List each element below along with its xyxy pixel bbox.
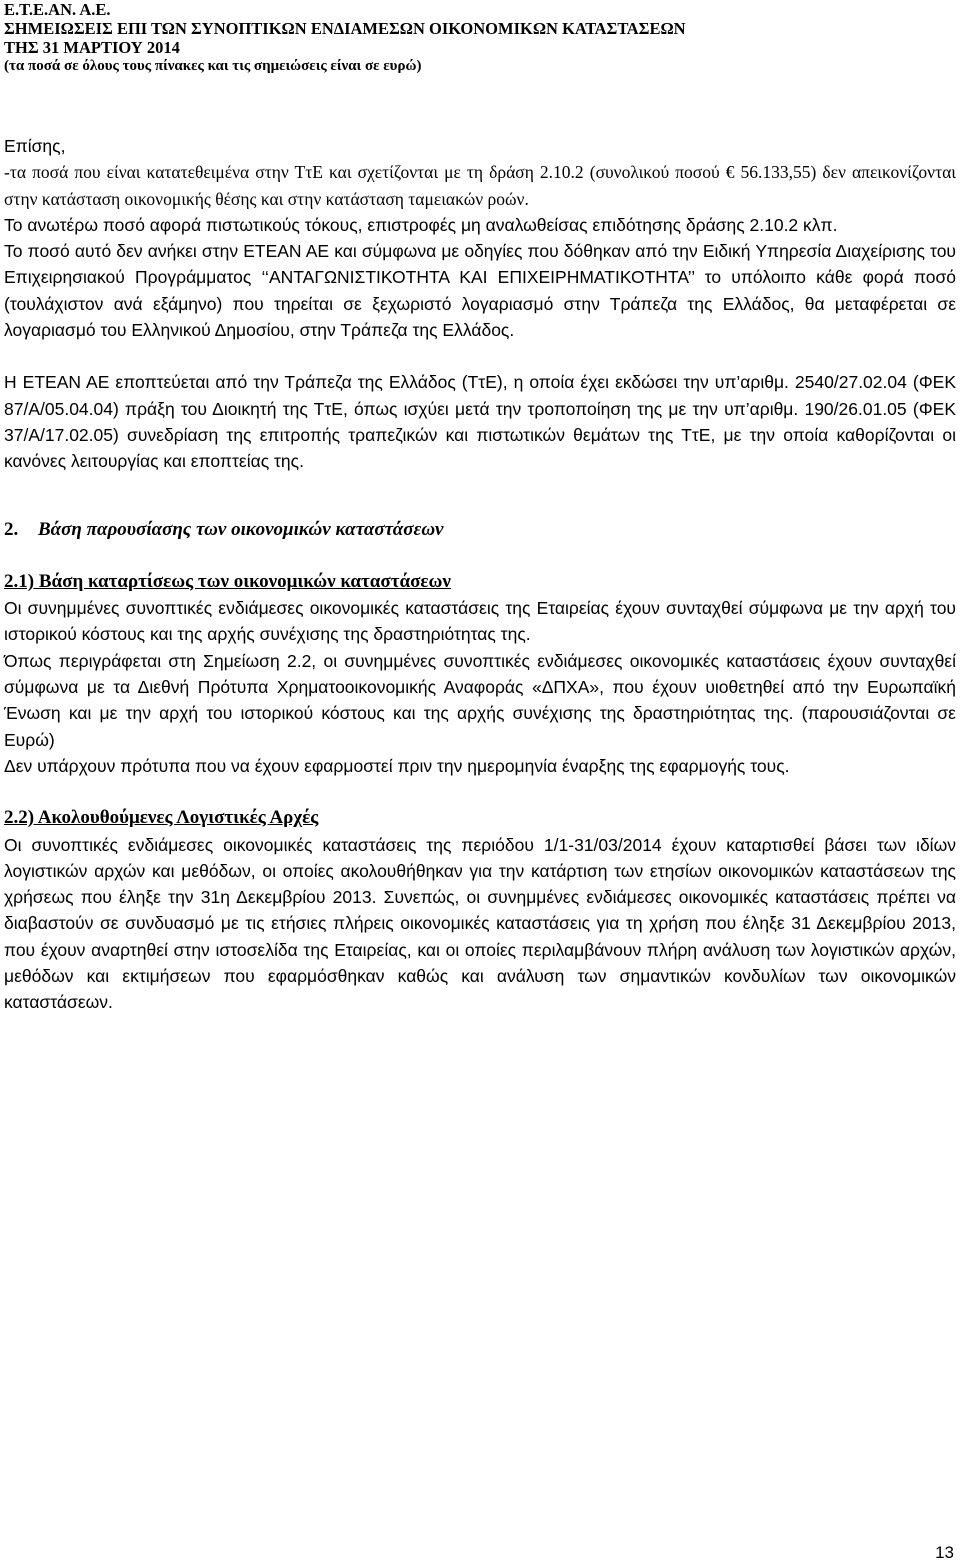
deposits-paragraph: -τα ποσά που είναι κατατεθειμένα στην ΤτΕ και σχετίζονται με τη δράση 2.10.2 (συνολικού ποσού € 56.133,55) δεν απεικονίζονται στην κατάσταση οικονομικής θέσης και στην κατάσταση ταμειακών ροών. bbox=[4, 162, 956, 209]
header-date: ΤΗΣ 31 ΜΑΡΤΙΟΥ 2014 bbox=[4, 38, 180, 57]
section-2-1-heading: 2.1) Βάση καταρτίσεως των οικονομικών καταστάσεων bbox=[4, 570, 451, 592]
page-header bbox=[4, 0, 944, 76]
section-2-1-paragraph-1: Οι συνημμένες συνοπτικές ενδιάμεσες οικονομικές καταστάσεις της Εταιρείας έχουν συνταχθεί σύμφωνα με την αρχή του ιστορικού κόστους και της αρχής συνέχισης της δραστηριότητας της. bbox=[4, 598, 956, 645]
section-2-title: Βάση παρουσίασης των οικονομικών καταστάσεων bbox=[38, 518, 444, 540]
supervision-paragraph: Η ΕΤΕΑΝ ΑΕ εποπτεύεται από την Τράπεζα της Ελλάδος (ΤτΕ), η οποία έχει εκδώσει την υπ’αριθμ. 2540/27.02.04 (ΦΕΚ 87/Α/05.04.04) πράξη του Διοικητή της ΤτΕ, όπως ισχύει μετά την τροποποίηση της με την υπ’αριθμ. 190/26.01.05 (ΦΕΚ 37/Α/17.02.05) συνεδρίαση της επιτροπής τραπεζικών και πιστωτικών θεμάτων της ΤτΕ, με την οποία καθορίζονται οι κανόνες λειτουργίας και εποπτείας της. bbox=[4, 372, 956, 472]
intro-paragraph: Επίσης, bbox=[4, 136, 66, 156]
section-2-2-heading: 2.2) Ακολουθούμενες Λογιστικές Αρχές bbox=[4, 807, 319, 829]
page-number: 13 bbox=[935, 1543, 954, 1562]
header-company: Ε.Τ.Ε.ΑΝ. Α.Ε. bbox=[4, 0, 111, 19]
header-note: (τα ποσά σε όλους τους πίνακες και τις σημειώσεις είναι σε ευρώ) bbox=[4, 58, 422, 74]
ownership-paragraph: Το ποσό αυτό δεν ανήκει στην ΕΤΕΑΝ ΑΕ και σύμφωνα με οδηγίες που δόθηκαν από την Ειδική Υπηρεσία Διαχείρισης του Επιχειρησιακού Προγράμματος ‘‘ΑΝΤΑΓΩΝΙΣΤΙΚΟΤΗΤΑ ΚΑΙ ΕΠΙΧΕΙΡΗΜΑΤΙΚΟΤΗΤΑ’’ το υπόλοιπο κάθε φορά ποσό (τουλάχιστον ανά εξάμηνο) που τηρείται σε ξεχωριστό λογαριασμό στην Τράπεζα της Ελλάδος, θα μεταφέρεται σε λογαριασμό του Ελληνικού Δημοσίου, στην Τράπεζα της Ελλάδος. bbox=[4, 241, 956, 341]
section-2-2-paragraph-1: Οι συνοπτικές ενδιάμεσες οικονομικές καταστάσεις της περιόδου 1/1-31/03/2014 έχουν καταρτισθεί βάσει των ιδίων λογιστικών αρχών και μεθόδων, οι οποίες ακολουθήθηκαν για την κατάρτιση των ετησίων οικονομικών καταστάσεων της χρήσεως που έληξε την 31η Δεκεμβρίου 2013. Συνεπώς, οι συνημμένες ενδιάμεσες οικονομικές καταστάσεις πρέπει να διαβαστούν σε συνδυασμό με τις ετήσιες πλήρεις οικονομικές καταστάσεις για τη χρήση που έληξε 31 Δεκεμβρίου 2013, που έχουν αναρτηθεί στην ιστοσελίδα της Εταιρείας, και οι οποίες περιλαμβάνουν πλήρη ανάλυση των λογιστικών αρχών, μεθόδων και εκτιμήσεων που εφαρμόσθηκαν καθώς και ανάλυση των σημαντικών κονδυλίων των οικονομικών καταστάσεων. bbox=[4, 834, 956, 1013]
header-title: ΣΗΜΕΙΩΣΕΙΣ ΕΠΙ ΤΩΝ ΣΥΝΟΠΤΙΚΩΝ ΕΝΔΙΑΜΕΣΩΝ ΟΙΚΟΝΟΜΙΚΩΝ ΚΑΤΑΣΤΑΣΕΩΝ bbox=[4, 19, 686, 38]
section-2-1-paragraph-2: Όπως περιγράφεται στη Σημείωση 2.2, οι συνημμένες συνοπτικές ενδιάμεσες οικονομικές καταστάσεις έχουν συνταχθεί σύμφωνα με τα Διεθνή Πρότυπα Χρηματοοικονομικής Αναφοράς «ΔΠΧΑ», που έχουν υιοθετηθεί από την Ευρωπαϊκή Ένωση και με την αρχή του ιστορικού κόστους και της αρχής συνέχισης της δραστηριότητας της. (παρουσιάζονται σε Ευρώ) bbox=[4, 650, 956, 750]
document-body bbox=[4, 133, 956, 1016]
section-2-heading bbox=[4, 517, 956, 543]
section-2-number: 2. bbox=[4, 518, 19, 540]
section-2-1-paragraph-3: Δεν υπάρχουν πρότυπα που να έχουν εφαρμοστεί πριν την ημερομηνία έναρξης της εφαρμογής τους. bbox=[4, 755, 790, 776]
amount-description-paragraph: Το ανωτέρω ποσό αφορά πιστωτικούς τόκους, επιστροφές μη αναλωθείσας επιδότησης δράσης 2.10.2 κλπ. bbox=[4, 214, 838, 235]
